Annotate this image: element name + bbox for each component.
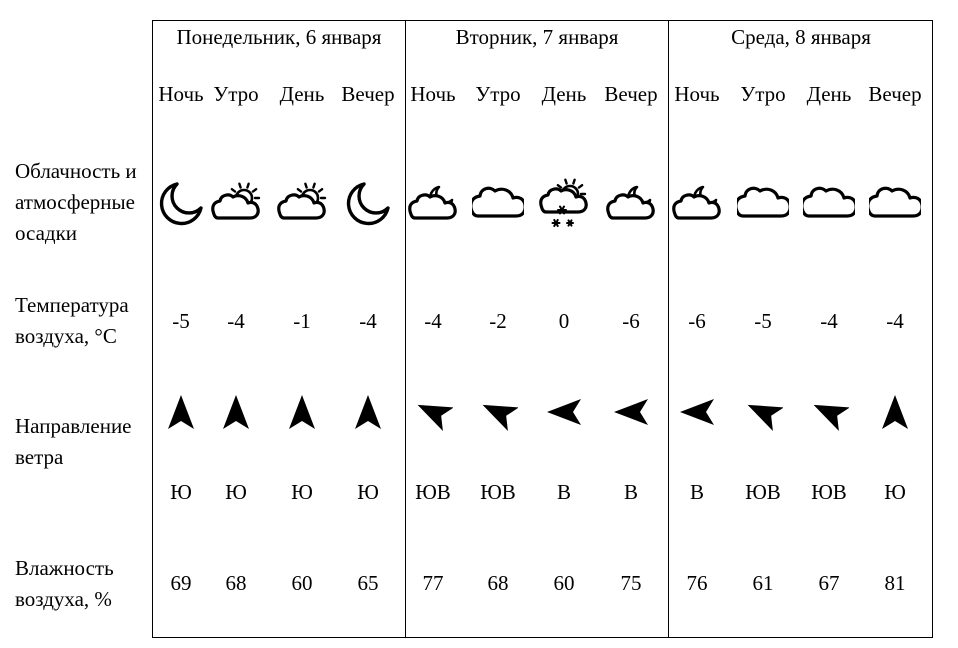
wind-direction-value: Ю bbox=[884, 480, 906, 504]
table-right-border bbox=[932, 20, 933, 638]
arrow-up-icon bbox=[875, 392, 915, 432]
arrow-up-icon bbox=[348, 392, 388, 432]
temperature-value: -2 bbox=[489, 309, 507, 333]
partly-cloudy-moon-icon bbox=[407, 178, 459, 230]
row-label-cloudiness: Облачность и атмосферные осадки bbox=[15, 159, 137, 245]
temperature-value: -1 bbox=[293, 309, 311, 333]
period-label: Ночь bbox=[158, 82, 204, 106]
humidity-value: 60 bbox=[553, 571, 575, 595]
temperature-value: -6 bbox=[688, 309, 706, 333]
cloud-sun-snow-icon bbox=[538, 178, 590, 230]
arrow-up-icon bbox=[161, 392, 201, 432]
wind-direction-value: ЮВ bbox=[415, 480, 451, 504]
table-bottom-border bbox=[152, 637, 932, 638]
period-label: Утро bbox=[213, 82, 259, 106]
cloud-icon bbox=[737, 178, 789, 230]
row-label-wind-direction: Направление ветра bbox=[15, 414, 132, 469]
period-label: Вечер bbox=[604, 82, 658, 106]
day-divider bbox=[405, 20, 406, 638]
partly-cloudy-moon-icon bbox=[605, 178, 657, 230]
humidity-value: 61 bbox=[752, 571, 774, 595]
period-label: Утро bbox=[740, 82, 786, 106]
temperature-value: -5 bbox=[754, 309, 772, 333]
arrow-upper-left-icon bbox=[478, 392, 518, 432]
wind-direction-value: ЮВ bbox=[811, 480, 847, 504]
day-divider bbox=[668, 20, 669, 638]
humidity-value: 68 bbox=[225, 571, 247, 595]
temperature-value: -5 bbox=[172, 309, 190, 333]
wind-direction-value: ЮВ bbox=[745, 480, 781, 504]
humidity-value: 69 bbox=[170, 571, 192, 595]
wind-direction-value: В bbox=[623, 480, 639, 504]
partly-cloudy-sun-icon bbox=[210, 178, 262, 230]
wind-direction-value: В bbox=[556, 480, 572, 504]
day-header: Понедельник, 6 января bbox=[176, 25, 382, 49]
humidity-value: 60 bbox=[291, 571, 313, 595]
arrow-left-icon bbox=[677, 392, 717, 432]
arrow-up-icon bbox=[282, 392, 322, 432]
humidity-value: 65 bbox=[357, 571, 379, 595]
period-label: День bbox=[279, 82, 325, 106]
wind-direction-value: Ю bbox=[225, 480, 247, 504]
table-top-border bbox=[152, 20, 932, 21]
row-label-humidity: Влажность воздуха, % bbox=[15, 556, 114, 611]
period-label: Вечер bbox=[341, 82, 395, 106]
wind-direction-value: В bbox=[689, 480, 705, 504]
humidity-value: 77 bbox=[422, 571, 444, 595]
row-label-temperature: Температура воздуха, °C bbox=[15, 293, 129, 348]
temperature-value: -4 bbox=[359, 309, 377, 333]
arrow-upper-left-icon bbox=[743, 392, 783, 432]
humidity-value: 76 bbox=[686, 571, 708, 595]
humidity-value: 67 bbox=[818, 571, 840, 595]
wind-direction-value: Ю bbox=[291, 480, 313, 504]
wind-direction-value: Ю bbox=[170, 480, 192, 504]
day-header: Вторник, 7 января bbox=[455, 25, 619, 49]
wind-direction-value: ЮВ bbox=[480, 480, 516, 504]
cloud-icon bbox=[803, 178, 855, 230]
arrow-upper-left-icon bbox=[809, 392, 849, 432]
moon-icon bbox=[342, 178, 394, 230]
arrow-up-icon bbox=[216, 392, 256, 432]
cloud-icon bbox=[472, 178, 524, 230]
temperature-value: -6 bbox=[622, 309, 640, 333]
arrow-left-icon bbox=[611, 392, 651, 432]
day-header: Среда, 8 января bbox=[731, 25, 871, 49]
temperature-value: 0 bbox=[558, 309, 570, 333]
humidity-value: 68 bbox=[487, 571, 509, 595]
temperature-value: -4 bbox=[820, 309, 838, 333]
cloud-icon bbox=[869, 178, 921, 230]
partly-cloudy-sun-icon bbox=[276, 178, 328, 230]
moon-icon bbox=[155, 178, 207, 230]
humidity-value: 81 bbox=[884, 571, 906, 595]
period-label: Утро bbox=[475, 82, 521, 106]
period-label: Ночь bbox=[674, 82, 720, 106]
arrow-upper-left-icon bbox=[413, 392, 453, 432]
wind-direction-value: Ю bbox=[357, 480, 379, 504]
arrow-left-icon bbox=[544, 392, 584, 432]
temperature-value: -4 bbox=[424, 309, 442, 333]
period-label: Ночь bbox=[410, 82, 456, 106]
temperature-value: -4 bbox=[227, 309, 245, 333]
period-label: День bbox=[541, 82, 587, 106]
period-label: Вечер bbox=[868, 82, 922, 106]
temperature-value: -4 bbox=[886, 309, 904, 333]
period-label: День bbox=[806, 82, 852, 106]
humidity-value: 75 bbox=[620, 571, 642, 595]
partly-cloudy-moon-icon bbox=[671, 178, 723, 230]
